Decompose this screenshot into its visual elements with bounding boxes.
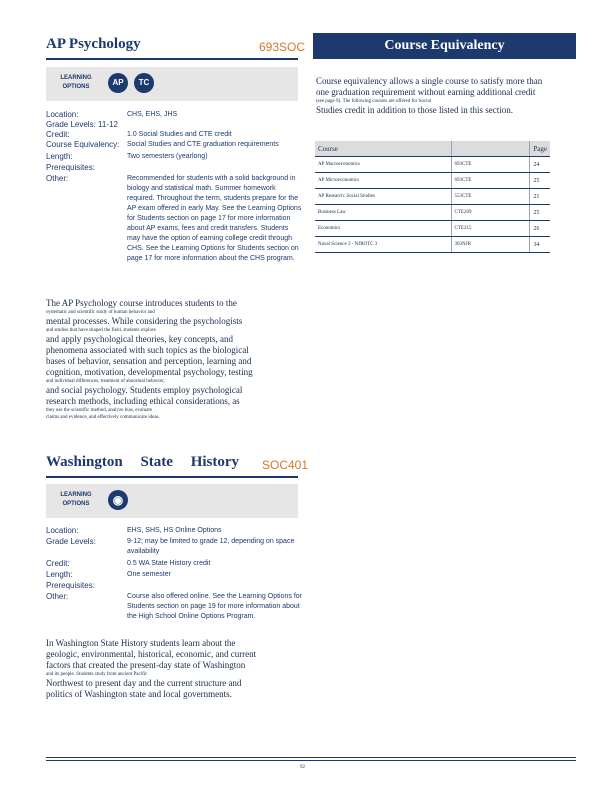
text-line: they use the scientific method, analyze bias, evaluate <box>46 408 152 413</box>
ap-psychology-description <box>46 298 298 421</box>
code-cell: CTE215 <box>451 221 530 237</box>
field-label: Grade Levels: <box>46 537 96 546</box>
field-value: CHS, EHS, JHS <box>127 111 178 118</box>
field-label: Course Equivalency: <box>46 140 120 149</box>
column-header-code <box>451 141 530 157</box>
code-cell: 693CTE <box>451 173 530 189</box>
course-equivalency-table <box>315 141 550 253</box>
page-cell: 21 <box>530 189 550 205</box>
field-label: Grade Levels: 11-12 <box>46 120 118 129</box>
field-value: Two semesters (yearlong) <box>127 153 208 160</box>
table-row <box>315 189 550 205</box>
course-equivalency-intro <box>316 76 574 116</box>
course-cell: Economics <box>315 221 451 237</box>
text-line: bases of behavior, sensation and perception, learning and <box>46 356 252 366</box>
field-label: Other: <box>46 592 69 601</box>
table-row <box>315 205 550 221</box>
text-line: Studies credit in addition to those listed in this section. <box>316 105 513 115</box>
page-number: 92 <box>300 765 305 770</box>
field-label: Credit: <box>46 130 70 139</box>
footer-rule-top <box>46 757 576 758</box>
text-line: geologic, environmental, historical, economic, and current <box>46 649 257 659</box>
field-value: 1.0 Social Studies and CTE credit <box>127 131 232 138</box>
ap-psychology-learning-options <box>46 67 298 101</box>
table-row <box>315 173 550 189</box>
text-line: phenomena associated with such topics as the biological <box>46 345 249 355</box>
online-icon: ◉ <box>108 490 128 510</box>
page-cell: 26 <box>530 221 550 237</box>
field-value: Recommended for students with a solid background in biology and statistical math. Summer homework required. Throughout the term, students prepare for the AP exam offered in early May. See the Learning Options for Students section on page 17 for more information about AP exams, fees and credit transfers. Students may have the option of earning college credit through CHS. See the Learning Options for Students section on page 17 for more information about the CHS program. <box>127 175 302 262</box>
field-label: Length: <box>46 152 73 161</box>
text-line: and its people. Students study from ancient Pacific <box>46 672 148 677</box>
page-cell: 24 <box>530 157 550 173</box>
text-line: and individual differences, treatment of abnormal behavior, <box>46 379 165 384</box>
page-cell: 25 <box>530 173 550 189</box>
code-cell: CTE209 <box>451 205 530 221</box>
ap-psychology-code: 693SOC <box>259 40 306 54</box>
text-line: and apply psychological theories, key concepts, and <box>46 334 233 344</box>
text-line: systematic and scientific study of human behavior and <box>46 310 155 315</box>
table-row <box>315 221 550 237</box>
field-value: Social Studies and CTE graduation requirements <box>127 141 279 148</box>
text-line: mental processes. While considering the psychologists <box>46 316 243 326</box>
text-line: The AP Psychology course introduces students to the <box>46 298 237 308</box>
field-label: Location: <box>46 526 79 535</box>
course-cell: Naval Science 3 - NJROTC 3 <box>315 237 451 253</box>
course-equivalency-table-body <box>315 157 550 253</box>
learning-options-label: LEARNING OPTIONS <box>60 492 92 507</box>
course-cell: AP Macroeconomics <box>315 157 451 173</box>
tc-icon: TC <box>134 73 154 93</box>
field-label: Prerequisites: <box>46 581 95 590</box>
column-header-course: Course <box>315 141 451 157</box>
washington-history-code: SOC401 <box>262 458 309 472</box>
field-label: Location: <box>46 110 79 119</box>
text-line: one graduation requirement without earning additional credit <box>316 87 536 97</box>
text-line: research methods, including ethical considerations, as <box>46 396 240 406</box>
field-label: Length: <box>46 570 73 579</box>
column-header-page: Page <box>530 141 550 157</box>
washington-history-title: Washington State History <box>46 454 240 470</box>
washington-history-description <box>46 638 298 700</box>
text-line: Northwest to present day and the current structure and <box>46 678 242 688</box>
table-header-row <box>315 141 550 157</box>
washington-history-title-rule <box>46 476 298 478</box>
field-value: EHS, SHS, HS Online Options <box>127 527 222 534</box>
course-cell: Business Law <box>315 205 451 221</box>
field-value: One semester <box>127 571 171 578</box>
course-equivalency-header: Course Equivalency <box>313 33 576 59</box>
code-cell: 553CTE <box>451 189 530 205</box>
ap-psychology-title: AP Psychology <box>46 36 141 52</box>
field-label: Prerequisites: <box>46 163 95 172</box>
field-value: 9-12; may be limited to grade 12, depending on space availability <box>127 538 295 555</box>
code-cell: 303NJR <box>451 237 530 253</box>
page-cell: 34 <box>530 237 550 253</box>
ap-psychology-title-rule <box>46 58 298 60</box>
course-cell: AP Research: Social Studies <box>315 189 451 205</box>
course-cell: AP Microeconomics <box>315 173 451 189</box>
text-line: (see page 9). The following courses are offered for Social <box>316 99 432 104</box>
washington-history-learning-options <box>46 484 298 518</box>
learning-options-label: LEARNING OPTIONS <box>60 75 92 90</box>
text-line: and studies that have shaped the field, students explore <box>46 328 156 333</box>
field-label: Other: <box>46 174 69 183</box>
text-line: Course equivalency allows a single course to satisfy more than <box>316 76 543 86</box>
table-row <box>315 237 550 253</box>
text-line: factors that created the present-day state of Washington <box>46 660 246 670</box>
field-label: Credit: <box>46 559 70 568</box>
code-cell: 693CTE <box>451 157 530 173</box>
ap-icon: AP <box>108 73 128 93</box>
text-line: cognition, motivation, developmental psychology, testing <box>46 367 253 377</box>
field-value: Course also offered online. See the Learning Options for Students section on page 19 for more information about the High School Online Options Program. <box>127 593 302 620</box>
text-line: and social psychology. Students employ psychological <box>46 385 243 395</box>
page-cell: 25 <box>530 205 550 221</box>
text-line: politics of Washington state and local governments. <box>46 689 232 699</box>
field-value: 0.5 WA State History credit <box>127 560 211 567</box>
footer-rule-bottom <box>46 760 576 761</box>
table-row <box>315 157 550 173</box>
text-line: In Washington State History students learn about the <box>46 638 236 648</box>
text-line: claims and evidence, and effectively communicate ideas. <box>46 415 160 420</box>
